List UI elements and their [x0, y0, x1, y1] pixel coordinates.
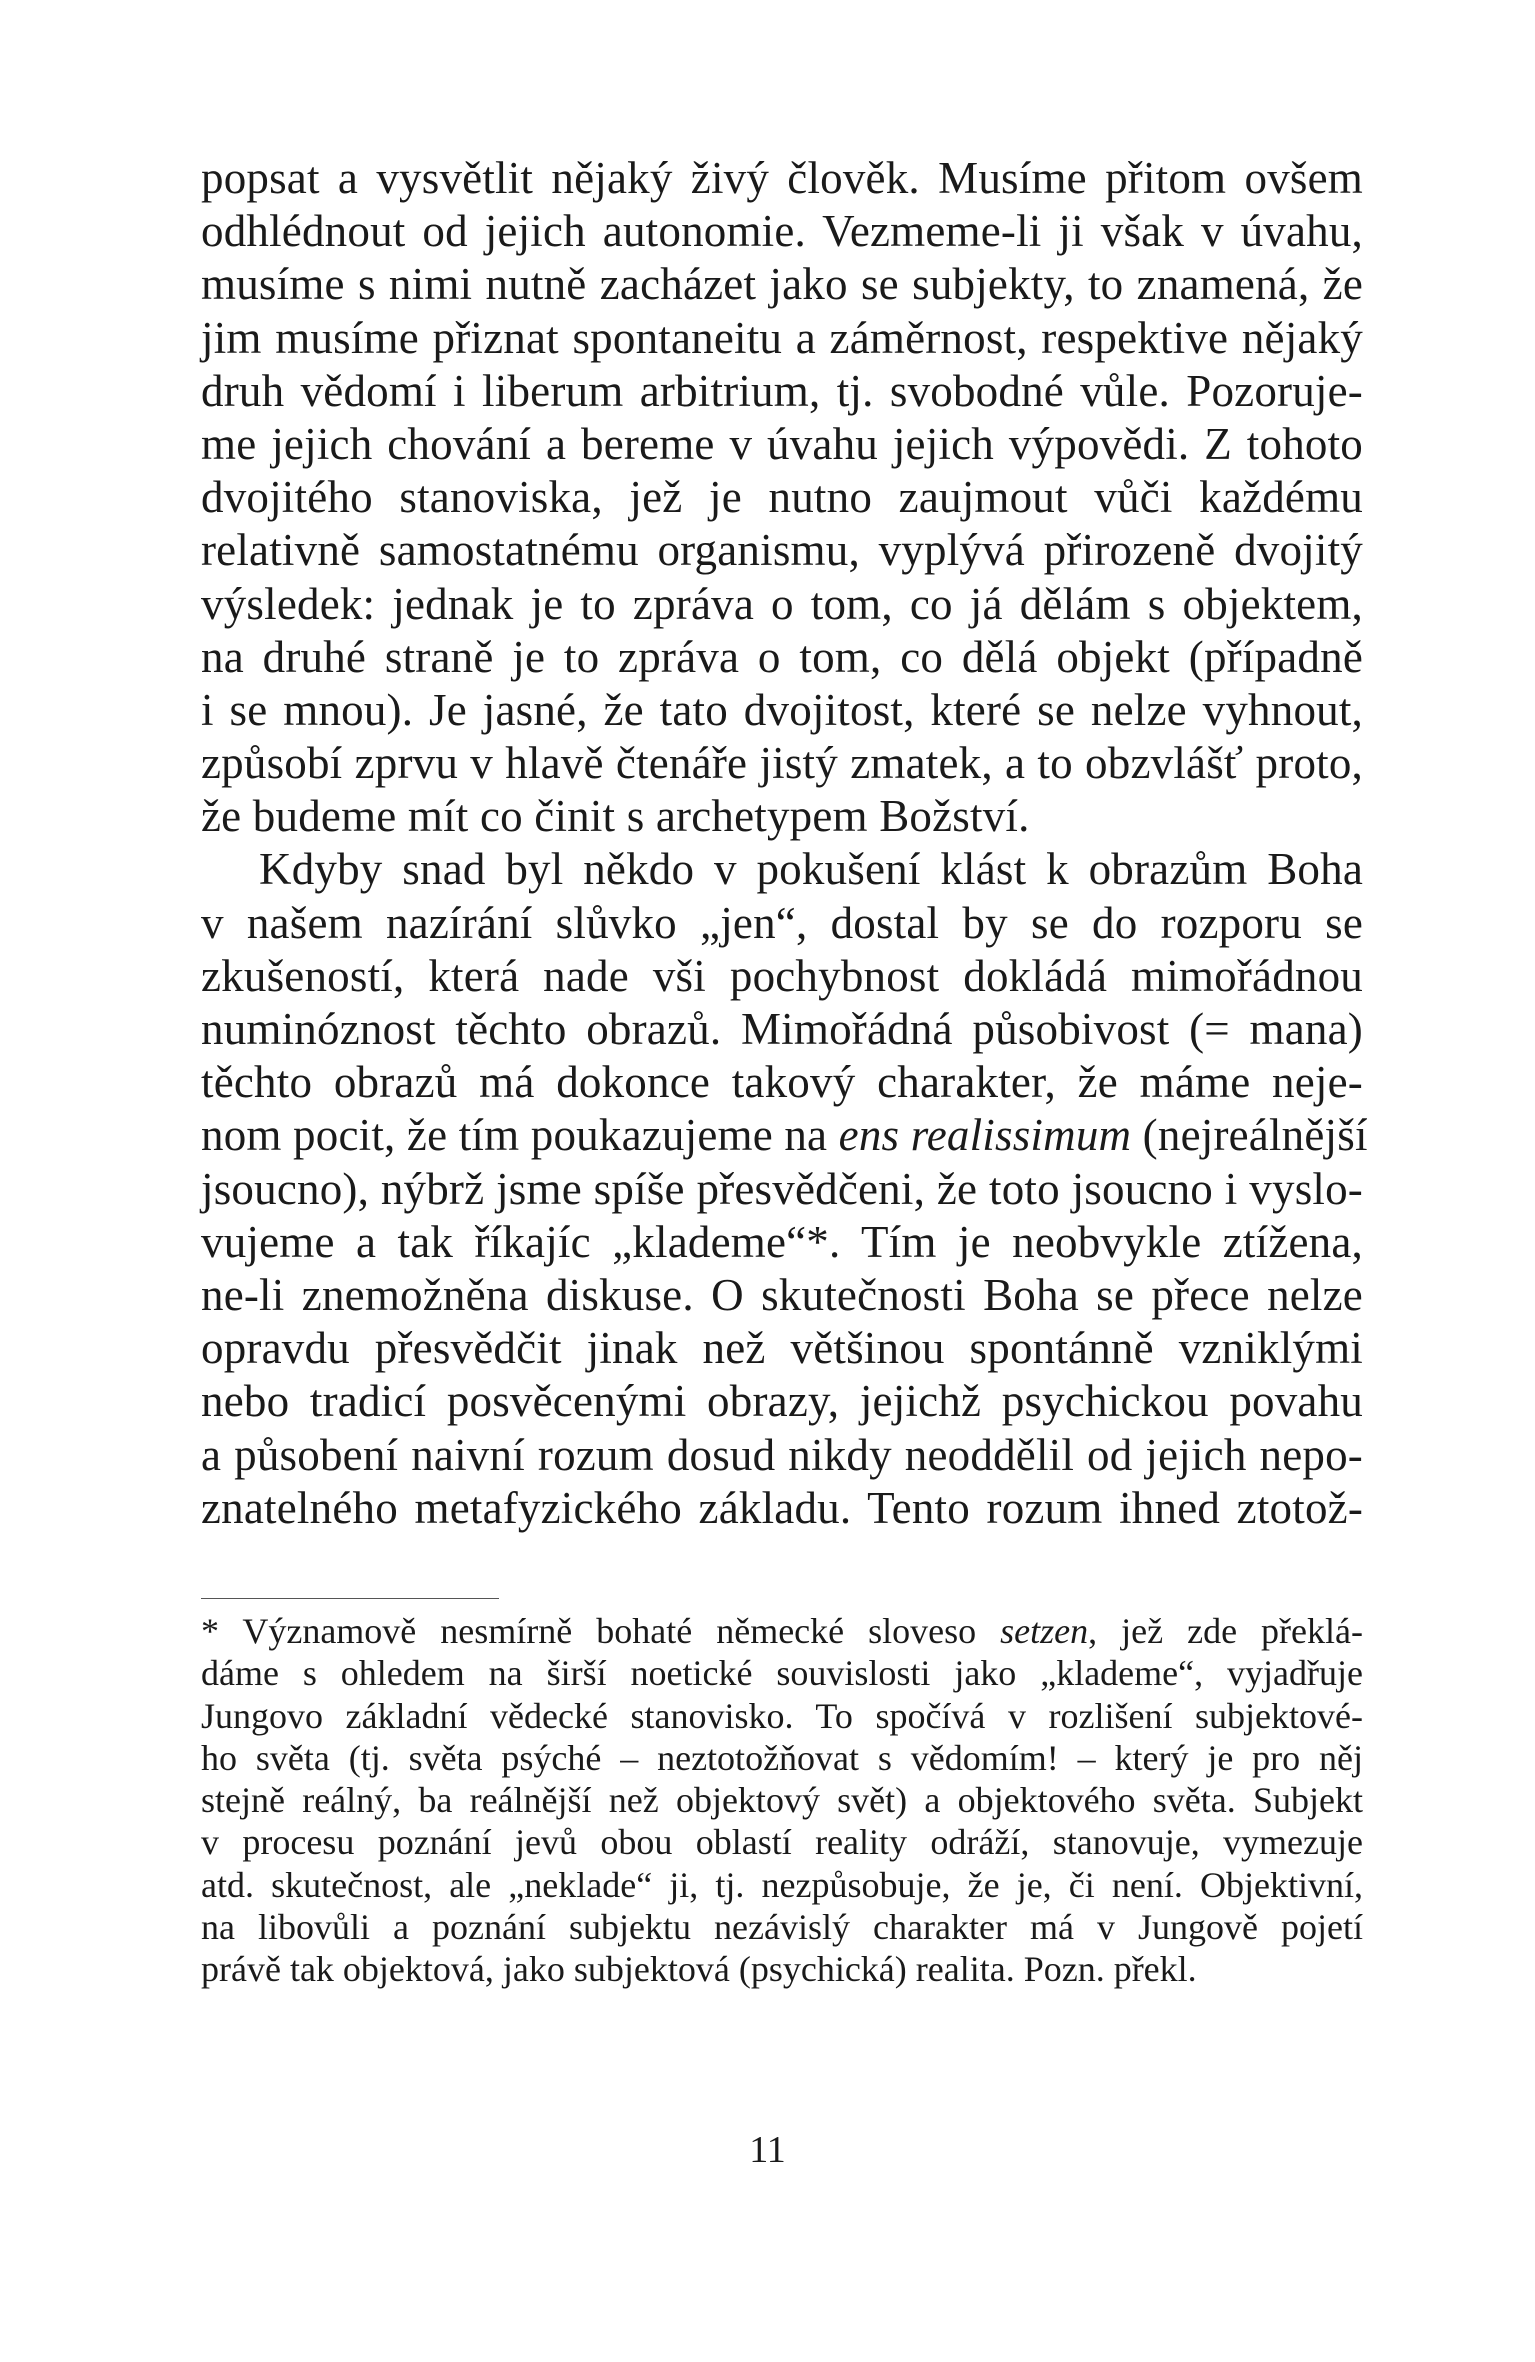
footnote-line: v procesu poznání jevů obou oblastí reality odráží, stanovuje, vymezuje: [201, 1822, 1363, 1863]
footnote-line: Jungovo základní vědecké stanovisko. To spočívá v rozlišení subjektové-: [201, 1695, 1363, 1736]
latin-term: ens realissimum: [838, 1110, 1132, 1161]
body-line: ne-li znemožněna diskuse. O skutečnosti Boha se přece nelze: [201, 1269, 1363, 1320]
body-line: a působení naivní rozum dosud nikdy neoddělil od jejich nepo-: [201, 1429, 1363, 1480]
body-line: musíme s nimi nutně zacházet jako se subjekty, to znamená, že: [201, 259, 1363, 310]
footnote-line: dáme s ohledem na širší noetické souvislosti jako „klademe“, vyjadřuje: [201, 1653, 1363, 1694]
body-line: dvojitého stanoviska, jež je nutno zaujmout vůči každému: [201, 472, 1363, 523]
body-line: výsledek: jednak je to zpráva o tom, co já dělám s objektem,: [201, 578, 1363, 629]
body-line: opravdu přesvědčit jinak než většinou spontánně vzniklými: [201, 1323, 1363, 1374]
body-line: nebo tradicí posvěcenými obrazy, jejichž psychickou povahu: [201, 1376, 1363, 1427]
body-line: nom pocit, že tím poukazujeme na ens realissimum (nejreálnější: [201, 1110, 1368, 1161]
body-line: vujeme a tak říkajíc „klademe“*. Tím je neobvykle ztížena,: [201, 1216, 1363, 1267]
body-line: že budeme mít co činit s archetypem Božství.: [201, 791, 1030, 842]
footnote-line: atd. skutečnost, ale „neklade“ ji, tj. nezpůsobuje, že je, či není. Objektivní,: [201, 1864, 1363, 1905]
body-line: způsobí zprvu v hlavě čtenáře jistý zmatek, a to obzvlášť proto,: [201, 738, 1363, 789]
body-line: na druhé straně je to zpráva o tom, co dělá objekt (případně: [201, 631, 1363, 682]
body-text: [201, 152, 1368, 1535]
page-number: 11: [749, 2129, 786, 2171]
body-line: numinóznost těchto obrazů. Mimořádná působivost (= mana): [201, 1004, 1363, 1054]
footnote-line: stejně reálný, ba reálnější než objektový svět) a objektového světa. Subjekt: [201, 1780, 1363, 1821]
body-line: těchto obrazů má dokonce takový charakter, že máme neje-: [201, 1057, 1363, 1108]
footnote-line: na libovůli a poznání subjektu nezávislý charakter má v Jungově pojetí: [201, 1907, 1363, 1948]
body-line: v našem nazírání slůvko „jen“, dostal by se do rozporu se: [201, 897, 1363, 948]
footnote-line: ho světa (tj. světa psýché – neztotožňovat s vědomím! – který je pro něj: [201, 1737, 1363, 1778]
body-line: druh vědomí i liberum arbitrium, tj. svobodné vůle. Pozoruje-: [201, 365, 1363, 416]
footnote-line: * Významově nesmírně bohaté německé sloveso setzen, jež zde překlá-: [201, 1611, 1363, 1651]
body-line: me jejich chování a bereme v úvahu jejich výpovědi. Z tohoto: [201, 418, 1363, 469]
body-line: zkušeností, která nade vši pochybnost dokládá mimořádnou: [201, 950, 1363, 1001]
footnote: [201, 1610, 1363, 1991]
body-line: Kdyby snad byl někdo v pokušení klást k obrazům Boha: [259, 844, 1363, 895]
body-line: i se mnou). Je jasné, že tato dvojitost, které se nelze vyhnout,: [201, 684, 1363, 735]
body-line: znatelného metafyzického základu. Tento rozum ihned ztotož-: [201, 1482, 1363, 1533]
body-line: popsat a vysvětlit nějaký živý člověk. Musíme přitom ovšem: [201, 153, 1363, 203]
body-line: odhlédnout od jejich autonomie. Vezmeme-li ji však v úvahu,: [201, 206, 1363, 257]
body-line: jim musíme přiznat spontaneitu a záměrnost, respektive nějaký: [201, 312, 1363, 363]
body-line: jsoucno), nýbrž jsme spíše přesvědčeni, že toto jsoucno i vyslo-: [201, 1163, 1363, 1214]
body-line: relativně samostatnému organismu, vyplývá přirozeně dvojitý: [201, 525, 1363, 576]
footnote-line: právě tak objektová, jako subjektová (psychická) realita. Pozn. překl.: [201, 1949, 1197, 1990]
footnote-divider: [201, 1598, 499, 1599]
german-term: setzen: [1000, 1611, 1089, 1651]
